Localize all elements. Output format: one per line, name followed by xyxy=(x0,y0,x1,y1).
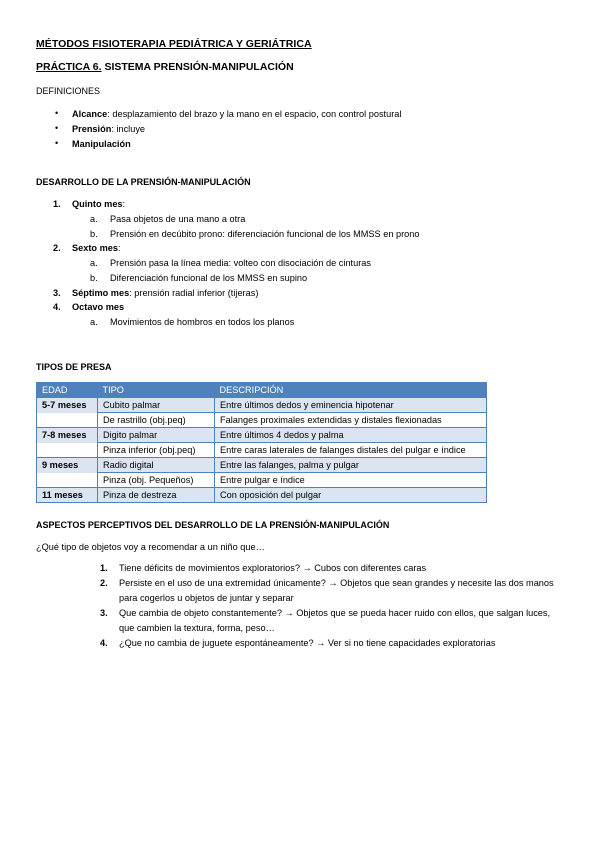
month-item xyxy=(72,288,258,298)
practice-number: PRÁCTICA 6. xyxy=(36,61,102,73)
list-number: 1. xyxy=(100,563,108,573)
sub-item: Prensión en decúbito prono: diferenciación funcional de los MMSS en prono xyxy=(110,229,420,239)
list-letter: b. xyxy=(90,229,98,239)
table-header-cell: EDAD xyxy=(37,383,98,398)
list-number: 4. xyxy=(53,302,61,312)
table-cell-age xyxy=(37,473,98,488)
definition-item xyxy=(72,124,145,134)
table-row xyxy=(37,413,487,428)
list-number: 3. xyxy=(53,288,61,298)
table-cell-type: Pinza de destreza xyxy=(98,488,215,503)
list-number: 2. xyxy=(100,578,108,588)
list-number: 4. xyxy=(100,638,108,648)
table-cell-age: 5-7 meses xyxy=(37,398,98,413)
perceptive-item-line: Que cambia de objeto constantemente? → Objetos que se pueda hacer ruido con ellos, que salgan luces, xyxy=(119,608,551,618)
grips-heading: TIPOS DE PRESA xyxy=(36,362,112,372)
definition-term: Alcance xyxy=(72,109,108,119)
definition-term: Manipulación xyxy=(72,139,131,149)
definition-item xyxy=(72,139,131,149)
perceptive-heading: ASPECTOS PERCEPTIVOS DEL DESARROLLO DE LA PRENSIÓN-MANIPULACIÓN xyxy=(36,520,390,530)
table-cell-age: 11 meses xyxy=(37,488,98,503)
table-cell-age: 7-8 meses xyxy=(37,428,98,443)
month-text: : xyxy=(117,243,121,253)
table-cell-description: Entre pulgar e índice xyxy=(215,473,487,488)
table-row xyxy=(37,428,487,443)
definition-term: Prensión xyxy=(72,124,112,134)
document-title: MÉTODOS FISIOTERAPIA PEDIÁTRICA Y GERIÁTRICA xyxy=(36,38,312,50)
table-header-row xyxy=(37,383,487,398)
table-row xyxy=(37,458,487,473)
list-number: 2. xyxy=(53,243,61,253)
month-text: : prensión radial inferior (tijeras) xyxy=(129,288,259,298)
table-cell-type: Pinza inferior (obj.peq) xyxy=(98,443,215,458)
list-number: 1. xyxy=(53,199,61,209)
table-cell-age xyxy=(37,443,98,458)
perceptive-item-line: Persiste en el uso de una extremidad únicamente? → Objetos que sean grandes y necesite las dos manos xyxy=(119,578,554,588)
table-cell-type: Digito palmar xyxy=(98,428,215,443)
month-item xyxy=(72,302,124,312)
table-cell-type: Radio digital xyxy=(98,458,215,473)
definition-text: : desplazamiento del brazo y la mano en el espacio, con control postural xyxy=(107,109,402,119)
table-row xyxy=(37,473,487,488)
perceptive-question: ¿Qué tipo de objetos voy a recomendar a un niño que… xyxy=(36,542,265,552)
table-cell-description: Entre caras laterales de falanges distales del pulgar e índice xyxy=(215,443,487,458)
definitions-heading: DEFINICIONES xyxy=(36,86,101,96)
table-header-cell: TIPO xyxy=(98,383,215,398)
list-letter: b. xyxy=(90,273,98,283)
grips-table xyxy=(36,382,487,503)
perceptive-item-line: que cambien la textura, forma, peso… xyxy=(119,623,275,633)
table-cell-type: Pinza (obj. Pequeños) xyxy=(98,473,215,488)
bullet-icon: • xyxy=(55,108,59,118)
bullet-icon: • xyxy=(55,138,59,148)
table-header-cell: DESCRIPCIÓN xyxy=(215,383,487,398)
perceptive-item-line: Tiene déficits de movimientos exploratorios? → Cubos con diferentes caras xyxy=(119,563,427,573)
list-letter: a. xyxy=(90,214,98,224)
table-cell-description: Entre últimos 4 dedos y palma xyxy=(215,428,487,443)
month-item xyxy=(72,243,121,253)
list-letter: a. xyxy=(90,317,98,327)
sub-item: Diferenciación funcional de los MMSS en supino xyxy=(110,273,308,283)
month-term: Octavo mes xyxy=(72,302,125,312)
month-term: Séptimo mes xyxy=(72,288,130,298)
table-cell-description: Entre las falanges, palma y pulgar xyxy=(215,458,487,473)
table-cell-description: Con oposición del pulgar xyxy=(215,488,487,503)
definition-text: : incluye xyxy=(111,124,146,134)
practice-topic: SISTEMA PRENSIÓN-MANIPULACIÓN xyxy=(101,61,294,73)
month-term: Sexto mes xyxy=(72,243,118,253)
table-cell-type: De rastrillo (obj.peq) xyxy=(98,413,215,428)
sub-item: Pasa objetos de una mano a otra xyxy=(110,214,246,224)
month-item xyxy=(72,199,125,209)
month-term: Quinto mes xyxy=(72,199,123,209)
perceptive-item-line: ¿Que no cambia de juguete espontáneamente? → Ver si no tiene capacidades exploratorias xyxy=(119,638,496,648)
table-row xyxy=(37,398,487,413)
table-cell-type: Cubito palmar xyxy=(98,398,215,413)
practice-subtitle xyxy=(36,61,294,73)
month-text: : xyxy=(122,199,126,209)
definition-item xyxy=(72,109,401,119)
list-letter: a. xyxy=(90,258,98,268)
table-cell-age: 9 meses xyxy=(37,458,98,473)
table-cell-description: Falanges proximales extendidas y distales flexionadas xyxy=(215,413,487,428)
list-number: 3. xyxy=(100,608,108,618)
table-cell-description: Entre últimos dedos y eminencia hipotenar xyxy=(215,398,487,413)
table-row xyxy=(37,488,487,503)
perceptive-item-line: para cogerlos u objetos de juntar y separar xyxy=(119,593,294,603)
sub-item: Prensión pasa la línea media: volteo con disociación de cinturas xyxy=(110,258,371,268)
table-cell-age xyxy=(37,413,98,428)
sub-item: Movimientos de hombros en todos los planos xyxy=(110,317,295,327)
development-heading: DESARROLLO DE LA PRENSIÓN-MANIPULACIÓN xyxy=(36,177,251,187)
table-row xyxy=(37,443,487,458)
bullet-icon: • xyxy=(55,123,59,133)
